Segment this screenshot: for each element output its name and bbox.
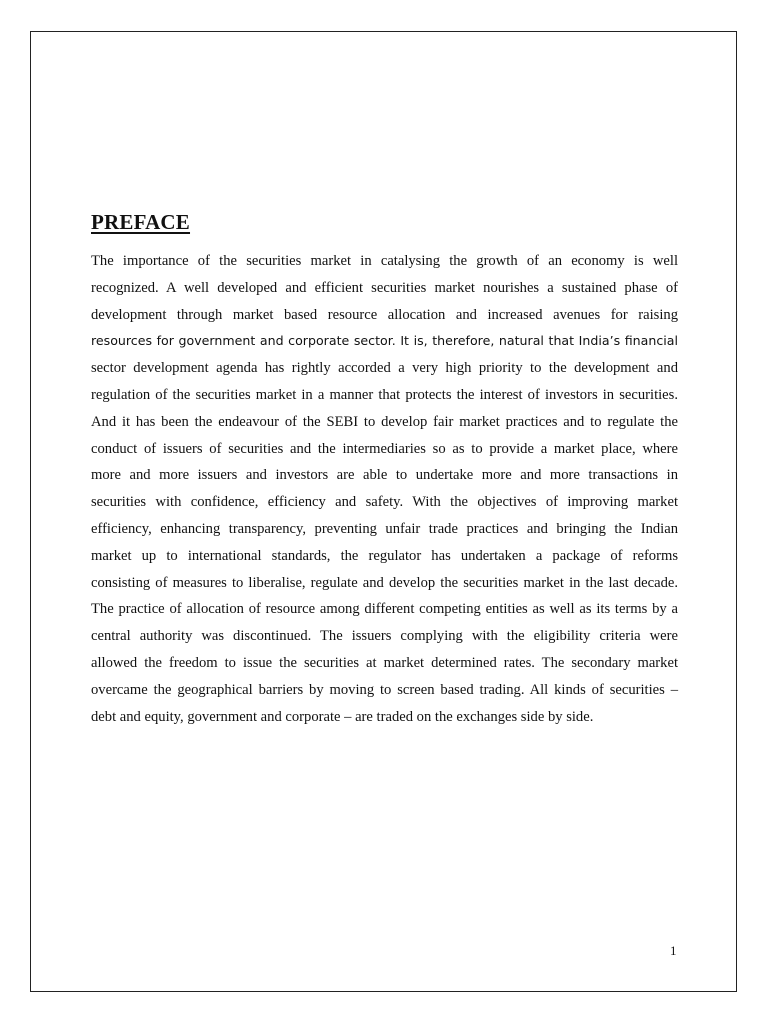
page-number: 1 <box>670 943 677 958</box>
paragraph-line: sector development agenda has rightly accorded a very high priority to the development and <box>91 360 678 377</box>
paragraph-line: efficiency, enhancing transparency, preventing unfair trade practices and bringing the Indian <box>91 520 678 537</box>
paragraph-line: development through market based resource allocation and increased avenues for raising <box>91 306 678 323</box>
page-title: PREFACE <box>91 210 191 234</box>
paragraph-line: market up to international standards, the regulator has undertaken a package of reforms <box>91 547 678 564</box>
paragraph-line: And it has been the endeavour of the SEBI to develop fair market practices and to regulate the <box>91 413 678 430</box>
paragraph-line: conduct of issuers of securities and the intermediaries so as to provide a market place, where <box>91 440 678 457</box>
paragraph-line: allowed the freedom to issue the securities at market determined rates. The secondary market <box>91 654 678 671</box>
paragraph-line: consisting of measures to liberalise, regulate and develop the securities market in the last decade. <box>91 574 678 591</box>
paragraph-line: central authority was discontinued. The issuers complying with the eligibility criteria were <box>91 628 678 645</box>
paragraph-line: securities with confidence, efficiency and safety. With the objectives of improving market <box>91 494 678 511</box>
paragraph-line: overcame the geographical barriers by moving to screen based trading. All kinds of securities – <box>91 681 678 698</box>
paragraph-line: regulation of the securities market in a manner that protects the interest of investors in securities. <box>91 386 678 403</box>
paragraph-line: resources for government and corporate sector. It is, therefore, natural that India’s financial <box>91 333 678 349</box>
paragraph-line: more and more issuers and investors are able to undertake more and more transactions in <box>91 467 678 484</box>
paragraph-line: debt and equity, government and corporate – are traded on the exchanges side by side. <box>91 708 594 725</box>
preface-paragraph <box>91 248 678 730</box>
paragraph-line: The importance of the securities market in catalysing the growth of an economy is well <box>91 253 678 269</box>
paragraph-line: recognized. A well developed and efficient securities market nourishes a sustained phase of <box>91 279 678 296</box>
paragraph-line: The practice of allocation of resource among different competing entities as well as its terms by a <box>91 601 678 618</box>
